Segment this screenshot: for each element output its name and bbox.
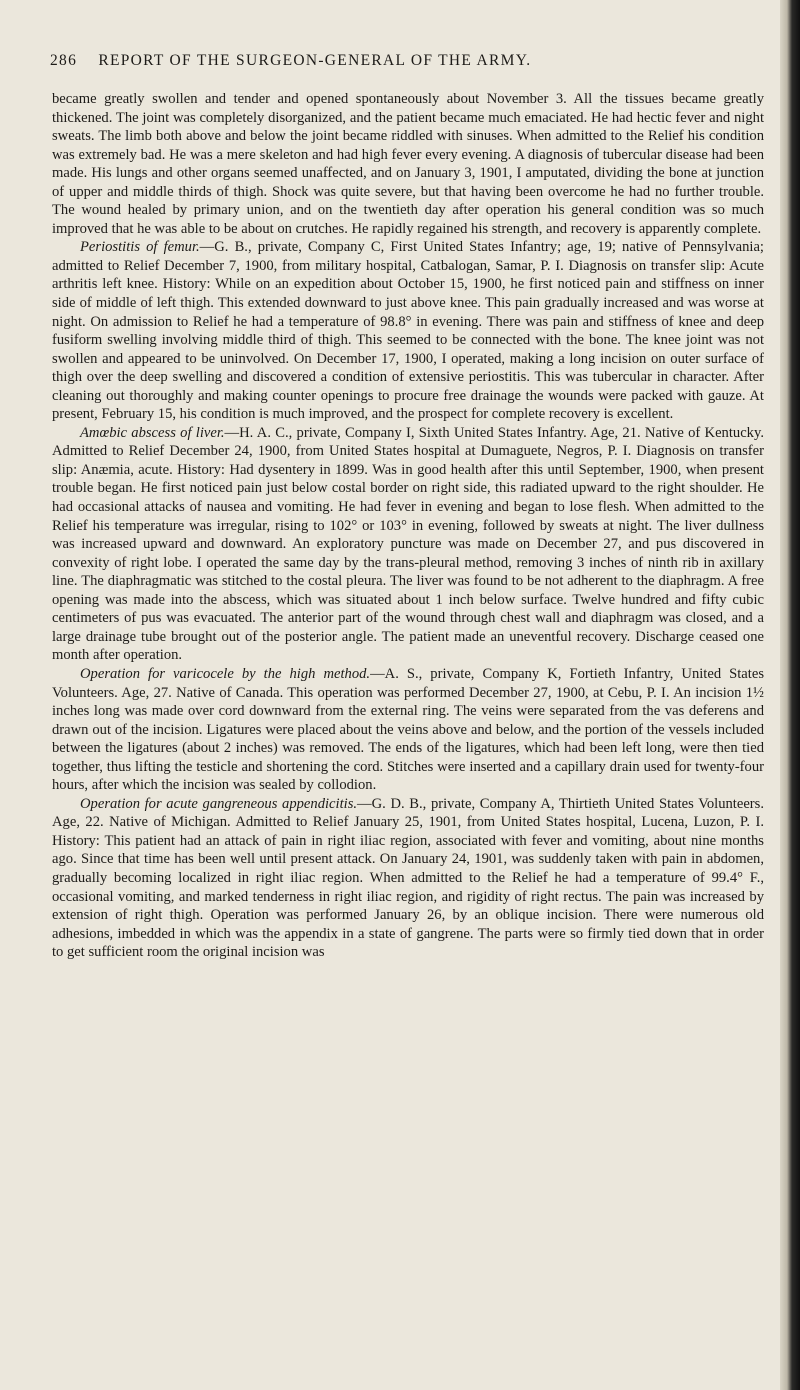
running-header [50, 52, 750, 70]
paragraph-text: became greatly swollen and tender and opened spontaneously about November 3. All the tissues became greatly thickened. The joint was completely disorganized, and the patient became much emaciated. He had hectic fever and night sweats. The limb both above and below the joint became riddled with sinuses. When admitted to the Relief his condition was extremely bad. He was a mere skeleton and had high fever every evening. A diagnosis of tubercular disease had been made. His lungs and other organs seemed unaffected, and on January 3, 1901, I amputated, dividing the bone at junction of upper and middle thirds of thigh. Shock was quite severe, but that having been overcome he had no further trouble. The wound healed by primary union, and on the twentieth day after operation his general condition was so much improved that he was able to be about on crutches. He rapidly regained his strength, and recovery is apparently complete. [52, 91, 764, 237]
paragraph-continuation [52, 90, 764, 238]
page-number: 286 [50, 52, 78, 69]
running-title: REPORT OF THE SURGEON-GENERAL OF THE ARMY. [98, 52, 532, 69]
paragraph-text: —G. B., private, Company C, First United States Infantry; age, 19; native of Pennsylvania; admitted to Relief December 7, 1900, from military hospital, Catbalogan, Samar, P. I. Diagnosis on transfer slip: Acute arthritis left knee. History: While on an expedition about October 15, 1900, he first noticed pain and stiffness on inner side of middle of left thigh. This extended downward to just above knee. This pain gradually increased and was worse at night. On admission to Relief he had a temperature of 98.8° in evening. There was pain and stiffness of knee and deep fusiform swelling involving middle third of thigh. This seemed to be connected with the bone. The knee joint was not swollen and appeared to be uninvolved. On December 17, 1900, I operated, making a long incision on outer surface of thigh over the deep swelling and discovered a condition of extensive periostitis. This was tubercular in character. After cleaning out thoroughly and making counter openings to procure free drainage the wounds were packed with gauze. At present, February 15, his condition is much improved, and the prospect for complete recovery is excellent. [52, 239, 764, 423]
paragraph-liver-abscess [52, 424, 764, 665]
paragraph-text: —G. D. B., private, Company A, Thirtieth United States Volunteers. Age, 22. Native of Michigan. Admitted to Relief January 25, 1901, from United States hospital, Lucena, Luzon, P. I. History: This patient had an attack of pain in right iliac region, associated with fever and vomiting, about nine months ago. Since that time has been well until present attack. On January 24, 1901, was suddenly taken with pain in abdomen, gradually becoming localized in right iliac region. When admitted to the Relief he had a temperature of 99.4° F., occasional vomiting, and marked tenderness in right iliac region, and rigidity of right rectus. The pain was increased by extension of right thigh. Operation was performed January 26, by an oblique incision. There were numerous old adhesions, imbedded in which was the appendix in a state of gangrene. The parts were so firmly tied down that in order to get sufficient room the original incision was [52, 795, 764, 961]
case-heading: Operation for varicocele by the high method. [80, 665, 371, 682]
paragraph-varicocele [52, 665, 764, 795]
paragraph-text: —H. A. C., private, Company I, Sixth United States Infantry. Age, 21. Native of Kentucky. Admitted to Relief December 24, 1900, from United States hospital at Dumaguete, Negros, P. I. Diagnosis on transfer slip: Anæmia, acute. History: Had dysentery in 1899. Was in good health after this until September, 1900, when present trouble began. He first noticed pain just below costal border on right side, this radiated upward to the right shoulder. He had occasional attacks of nausea and vomiting. He had fever in evening and began to lose flesh. When admitted to the Relief his temperature was irregular, rising to 102° or 103° in evening, followed by sweats at night. The liver dullness was increased upward and downward. An exploratory puncture was made on December 27, and pus discovered in convexity of right lobe. I operated the same day by the trans-pleural method, removing 3 inches of ninth rib in axillary line. The diaphragmatic was stitched to the costal pleura. The liver was found to be not adherent to the diaphragm. A free opening was made into the abscess, which was situated about 1 inch below surface. Twelve hundred and fifty cubic centimeters of pus was evacuated. The anterior part of the wound through chest wall and diaphragm was closed, and a large drainage tube brought out of the posterior angle. The patient made an uneventful recovery. Discharge ceased one month after operation. [52, 424, 764, 664]
case-heading: Periostitis of femur. [80, 239, 200, 256]
page-body [52, 90, 764, 962]
paragraph-appendicitis [52, 795, 764, 962]
book-binding-edge [780, 0, 800, 1390]
paragraph-periostitis [52, 238, 764, 423]
paragraph-text: —A. S., private, Company K, Fortieth Infantry, United States Volunteers. Age, 27. Native of Canada. This operation was performed December 27, 1900, at Cebu, P. I. An incision 1½ inches long was made over cord downward from the external ring. The veins were separated from the vas deferens and drawn out of the incision. Ligatures were placed about the veins above and below, and the portion of the vessels included between the ligatures (about 2 inches) was removed. The ends of the ligatures, which had been left long, were then tied together, thus lifting the testicle and shortening the cord. Stitches were inserted and a capillary drain used for twenty-four hours, after which the incision was sealed by collodion. [52, 665, 764, 794]
case-heading: Operation for acute gangreneous appendicitis. [80, 795, 358, 812]
case-heading: Amœbic abscess of liver. [80, 424, 225, 441]
